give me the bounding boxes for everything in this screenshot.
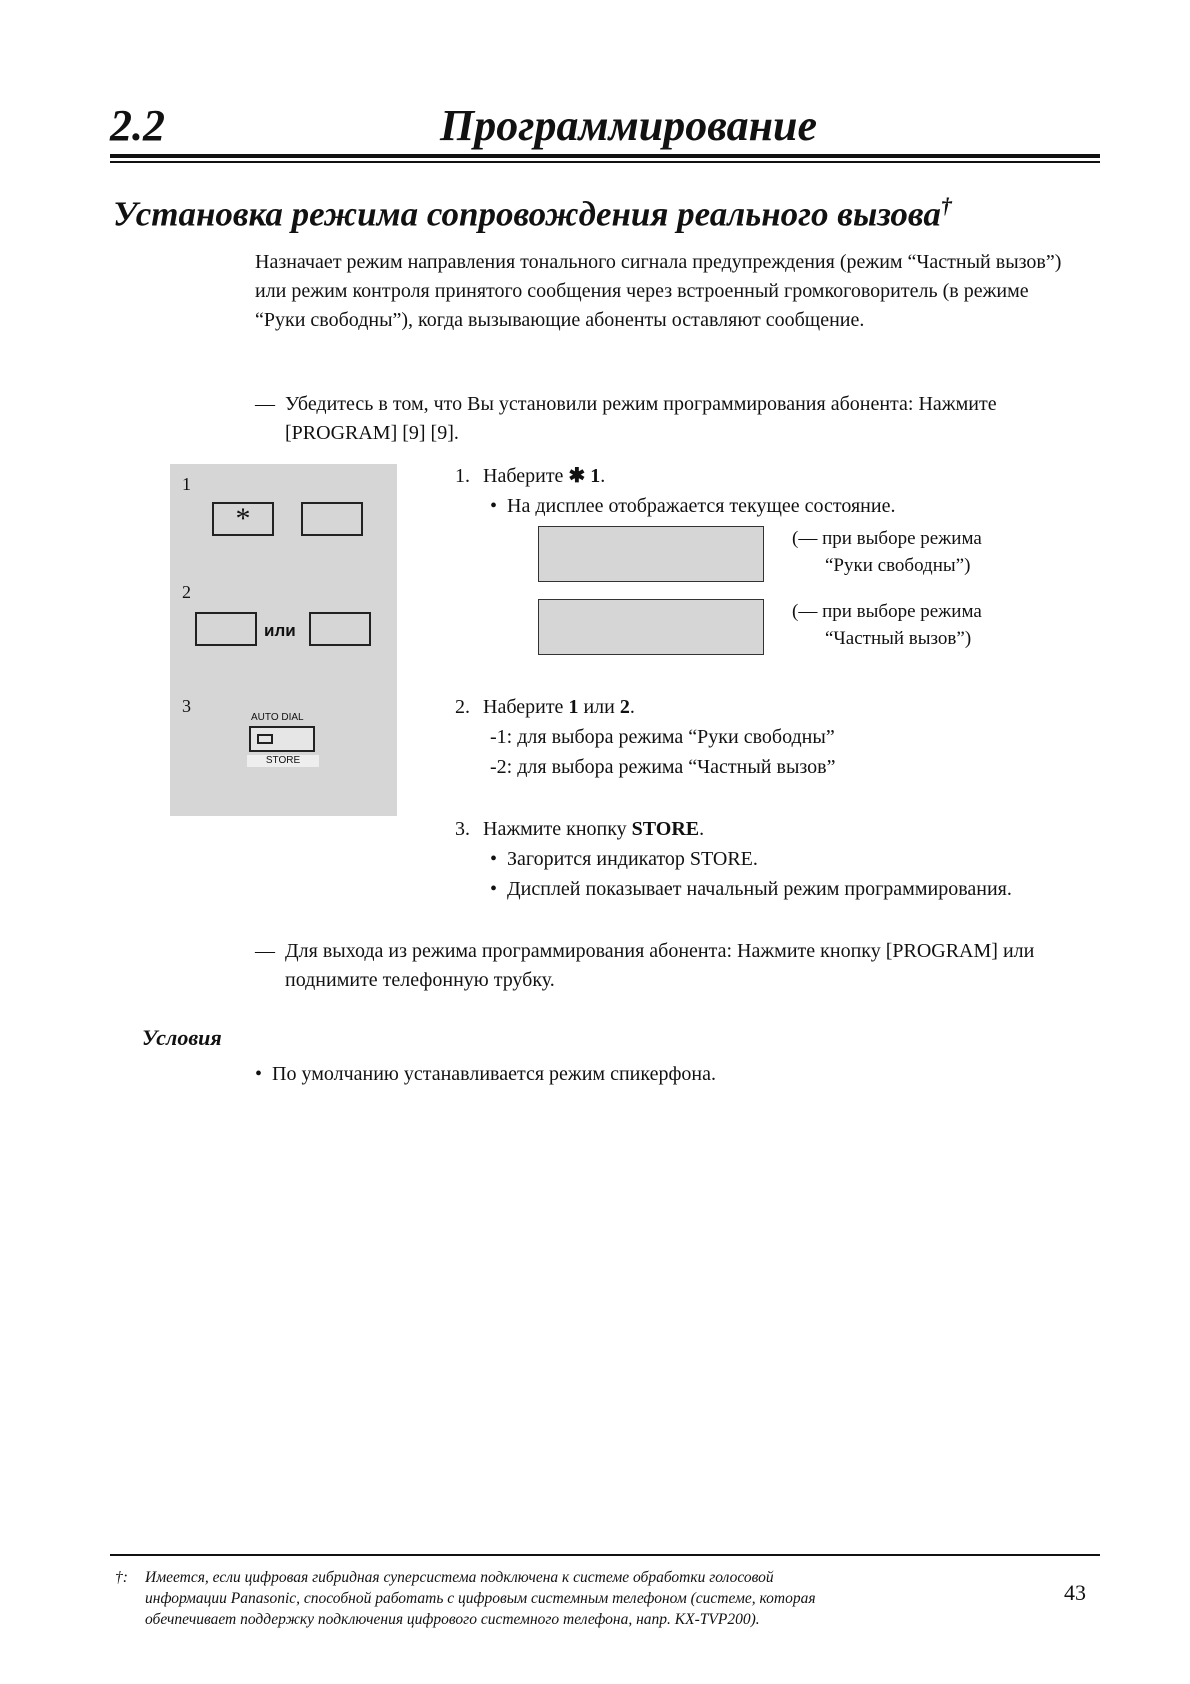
conditions-item [255,1060,716,1089]
auto-dial-label: AUTO DIAL [251,712,304,723]
step-2-key-2: 2 [619,696,630,718]
store-label: STORE [247,755,319,767]
bullet-icon: • [490,878,508,900]
lcd-display-1 [538,526,764,582]
section-number: 2.2 [110,101,165,150]
step-2 [455,693,635,722]
step-3-bullet-1 [490,845,758,874]
panel-step-2: 2 [182,582,191,602]
precondition-note [255,390,1085,448]
display-2-note-line-1: (— при выборе режима [792,601,982,622]
keypad-illustration [170,464,397,816]
step-3-bullet-1-text: Загорится индикатор STORE. [507,848,758,870]
step-3-bullet-2-text: Дисплей показывает начальный режим программирования. [507,878,1012,900]
conditions-item-text: По умолчанию устанавливается режим спикерфона. [272,1063,716,1085]
step-1-number: 1. [455,465,470,487]
step-2-or: или [578,696,620,718]
footnote-text: Имеется, если цифровая гибридная суперсистема подключена к системе обработки голосовой информации Panasonic, способной работать с цифровым системным телефоном (системе, которая обечпечивает поддержку подключения цифрового системного телефона, напр. KX-TVP200). [145,1569,816,1628]
feature-description: Назначает режим направления тонального сигнала предупреждения (режим “Частный вызов”) или режим контроля принятого сообщения через встроенный громкоговоритель (в режиме “Руки свободны”), когда вызывающие абоненты оставляют сообщение. [255,251,1062,331]
panel-step-3: 3 [182,696,191,716]
footer-rule [110,1554,1100,1556]
step-1-key: 1 [585,465,601,487]
lcd-display-2 [538,599,764,655]
step-1 [455,462,605,491]
store-button-illustration [247,712,319,768]
step-3-text: Нажмите кнопку [483,818,632,840]
step-2-option-1: -1: для выбора режима “Руки свободны” [490,726,835,748]
step-3-bullet-2 [490,875,1012,904]
header-rule-thin [110,161,1100,163]
bullet-icon: • [255,1063,273,1085]
display-1-note-line-2: “Руки свободны”) [825,555,971,576]
star-icon: ✱ [568,465,586,487]
exit-note-text: Для выхода из режима программирования абонента: Нажмите кнопку [PROGRAM] или поднимите телефонную трубку. [285,940,1035,991]
dash: — [255,393,275,415]
exit-note [255,937,1085,995]
feature-title-text: Установка режима сопровождения реального вызова [113,194,941,234]
display-1-note [792,525,982,579]
dagger-mark: † [940,193,952,218]
panel-step-1: 1 [182,474,191,494]
feature-title [113,193,952,235]
star-key [212,502,274,536]
step-2-text: Наберите [483,696,569,718]
precondition-text: Убедитесь в том, что Вы установили режим программирования абонента: Нажмите [PROGRAM] [9] [9]. [285,393,997,444]
store-button-body [249,726,315,752]
step-1-bullet [490,492,895,521]
or-label: или [264,621,296,640]
step-2-key-1: 1 [568,696,579,718]
footnote [115,1567,835,1630]
step-3-end: . [699,818,705,840]
step-3-number: 3. [455,818,470,840]
led-indicator-icon [257,734,273,744]
footnote-mark: †: [115,1569,128,1586]
star-icon: * [235,502,251,535]
display-1-note-line-1: (— при выборе режима [792,528,982,549]
bullet-icon: • [490,495,508,517]
step-3-key: STORE [631,818,700,840]
header-rule [110,154,1100,158]
step-2-end: . [629,696,635,718]
step-1-text: Наберите [483,465,569,487]
page-number: 43 [1064,1580,1086,1605]
step-1-bullet-text: На дисплее отображается текущее состояние. [507,495,896,517]
step-2-option-2: -2: для выбора режима “Частный вызов” [490,756,836,778]
page-title: Программирование [440,101,818,150]
digit-key-2 [309,612,371,646]
digit-key-1 [195,612,257,646]
dash: — [255,940,275,962]
conditions-heading: Условия [142,1025,222,1050]
step-2-number: 2. [455,696,470,718]
bullet-icon: • [490,848,508,870]
step-1-end: . [600,465,606,487]
display-2-note [792,598,982,652]
blank-key [301,502,363,536]
step-3 [455,815,704,844]
display-2-note-line-2: “Частный вызов”) [825,628,972,649]
